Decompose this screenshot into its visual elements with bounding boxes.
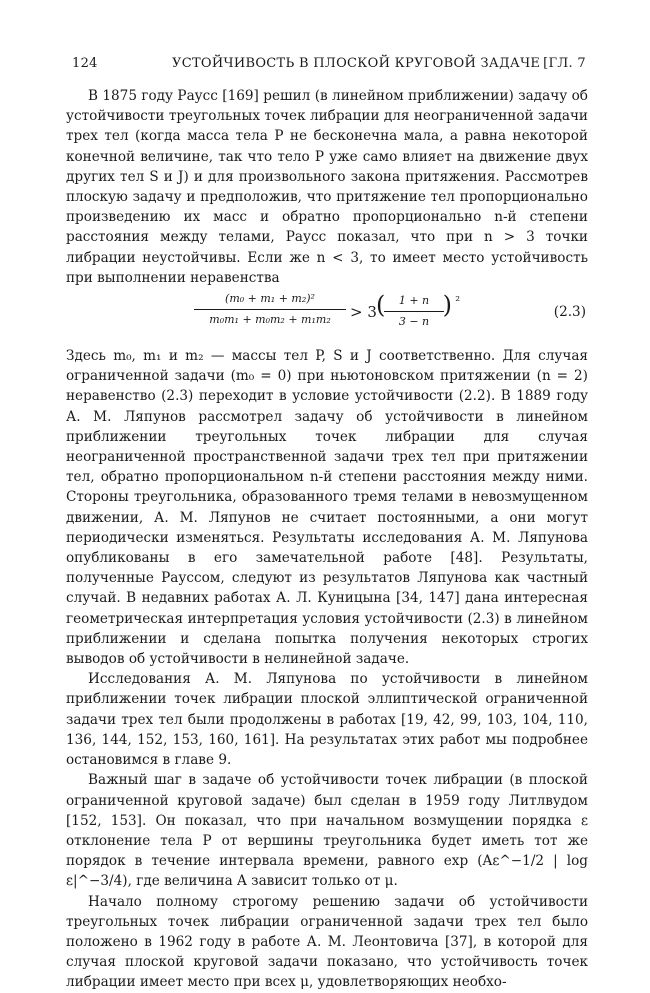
page-body <box>66 86 588 993</box>
formula-2-3 <box>66 290 588 342</box>
paragraph: Начало полному строгому решению задачи об устойчивости треугольных точек либрации ограниченной задачи трех тел было положено в 1962 году в работе А. М. Леонтовича [37], в которой для случая плоской круговой задачи показано, что устойчивость точек либрации имеет место при всех μ, удовлетворяющих необхо- <box>66 893 588 991</box>
paragraph: Важный шаг в задаче об устойчивости точек либрации (в плоской ограниченной круговой задаче) был сделан в 1959 году Литлвудом [152, 153]. Он показал, что при начальном возмущении порядка ε отклонение тела P от вершины треугольника будет иметь тот же порядок в течение интервала времени, равного exp (Aε^−1/2 | log ε|^−3/4), где величина A зависит только от μ. <box>66 772 588 890</box>
running-title: УСТОЙЧИВОСТЬ В ПЛОСКОЙ КРУГОВОЙ ЗАДАЧЕ <box>172 56 541 71</box>
formula-numerator: (m₀ + m₁ + m₂)² <box>225 292 315 306</box>
formula-denominator: m₀m₁ + m₀m₂ + m₁m₂ <box>209 313 331 327</box>
page-number: 124 <box>72 56 98 71</box>
formula-rhs-power: ² <box>455 294 460 309</box>
paragraph: В 1875 году Раусс [169] решил (в линейном приближении) задачу об устойчивости треугольных точек либрации для неограниченной задачи трех тел (когда масса тела P не бесконечна мала, а равна некоторой конечной величине, так что тело P уже само влияет на движение двух других тел S и J) и для произвольного закона притяжения. Рассмотрев плоскую задачу и предположив, что притяжение тел пропорционально произведению их масс и обратно пропорционально n-й степени расстояния между телами, Раусс показал, что при n > 3 точки либрации неустойчивы. Если же n < 3, то имеет место устойчивость при выполнении неравенства <box>66 88 588 286</box>
formula-relation: > 3 <box>350 303 377 322</box>
paragraph: Здесь m₀, m₁ и m₂ — массы тел P, S и J соответственно. Для случая ограниченной задачи (m₀ = 0) при ньютоновском притяжении (n = 2) неравенство (2.3) переходит в условие устойчивости (2.2). В 1889 году А. М. Ляпунов рассмотрел задачу об устойчивости в линейном приближении треугольных точек либрации для случая неограниченной пространственной задачи трех тел при притяжении тел, обратно пропорциональном n-й степени расстояния между ними. Стороны треугольника, образованного тремя телами в невозмущенном движении, А. М. Ляпунов не считает постоянными, а они могут периодически изменяться. Результаты исследования А. М. Ляпунова опубликованы в его замечательной работе [48]. Результаты, полученные Рауссом, следуют из результатов Ляпунова как частный случай. В недавних работах А. Л. Куницына [34, 147] дана интересная геометрическая интерпретация условия устойчивости (2.3) в линейном приближении и сделана попытка получения некоторых строгих выводов об устойчивости в нелинейной задаче. <box>66 348 588 668</box>
formula-fraction <box>194 292 346 327</box>
formula-rhs-denominator: 3 − n <box>398 315 430 329</box>
paragraph: Исследования А. М. Ляпунова по устойчивости в линейном приближении точек либрации плоской эллиптической ограниченной задачи трех тел были продолжены в работах [19, 42, 99, 103, 104, 110, 136, 144, 152, 153, 160, 161]. На результатах этих работ мы подробнее остановимся в главе 9. <box>66 671 588 769</box>
equation-label: (2.3) <box>553 304 586 321</box>
chapter-label: [ГЛ. 7 <box>543 56 586 71</box>
formula-rhs: ( 1 + n 3 − n ) ² <box>376 291 460 329</box>
formula-rhs-numerator: 1 + n <box>398 294 430 308</box>
